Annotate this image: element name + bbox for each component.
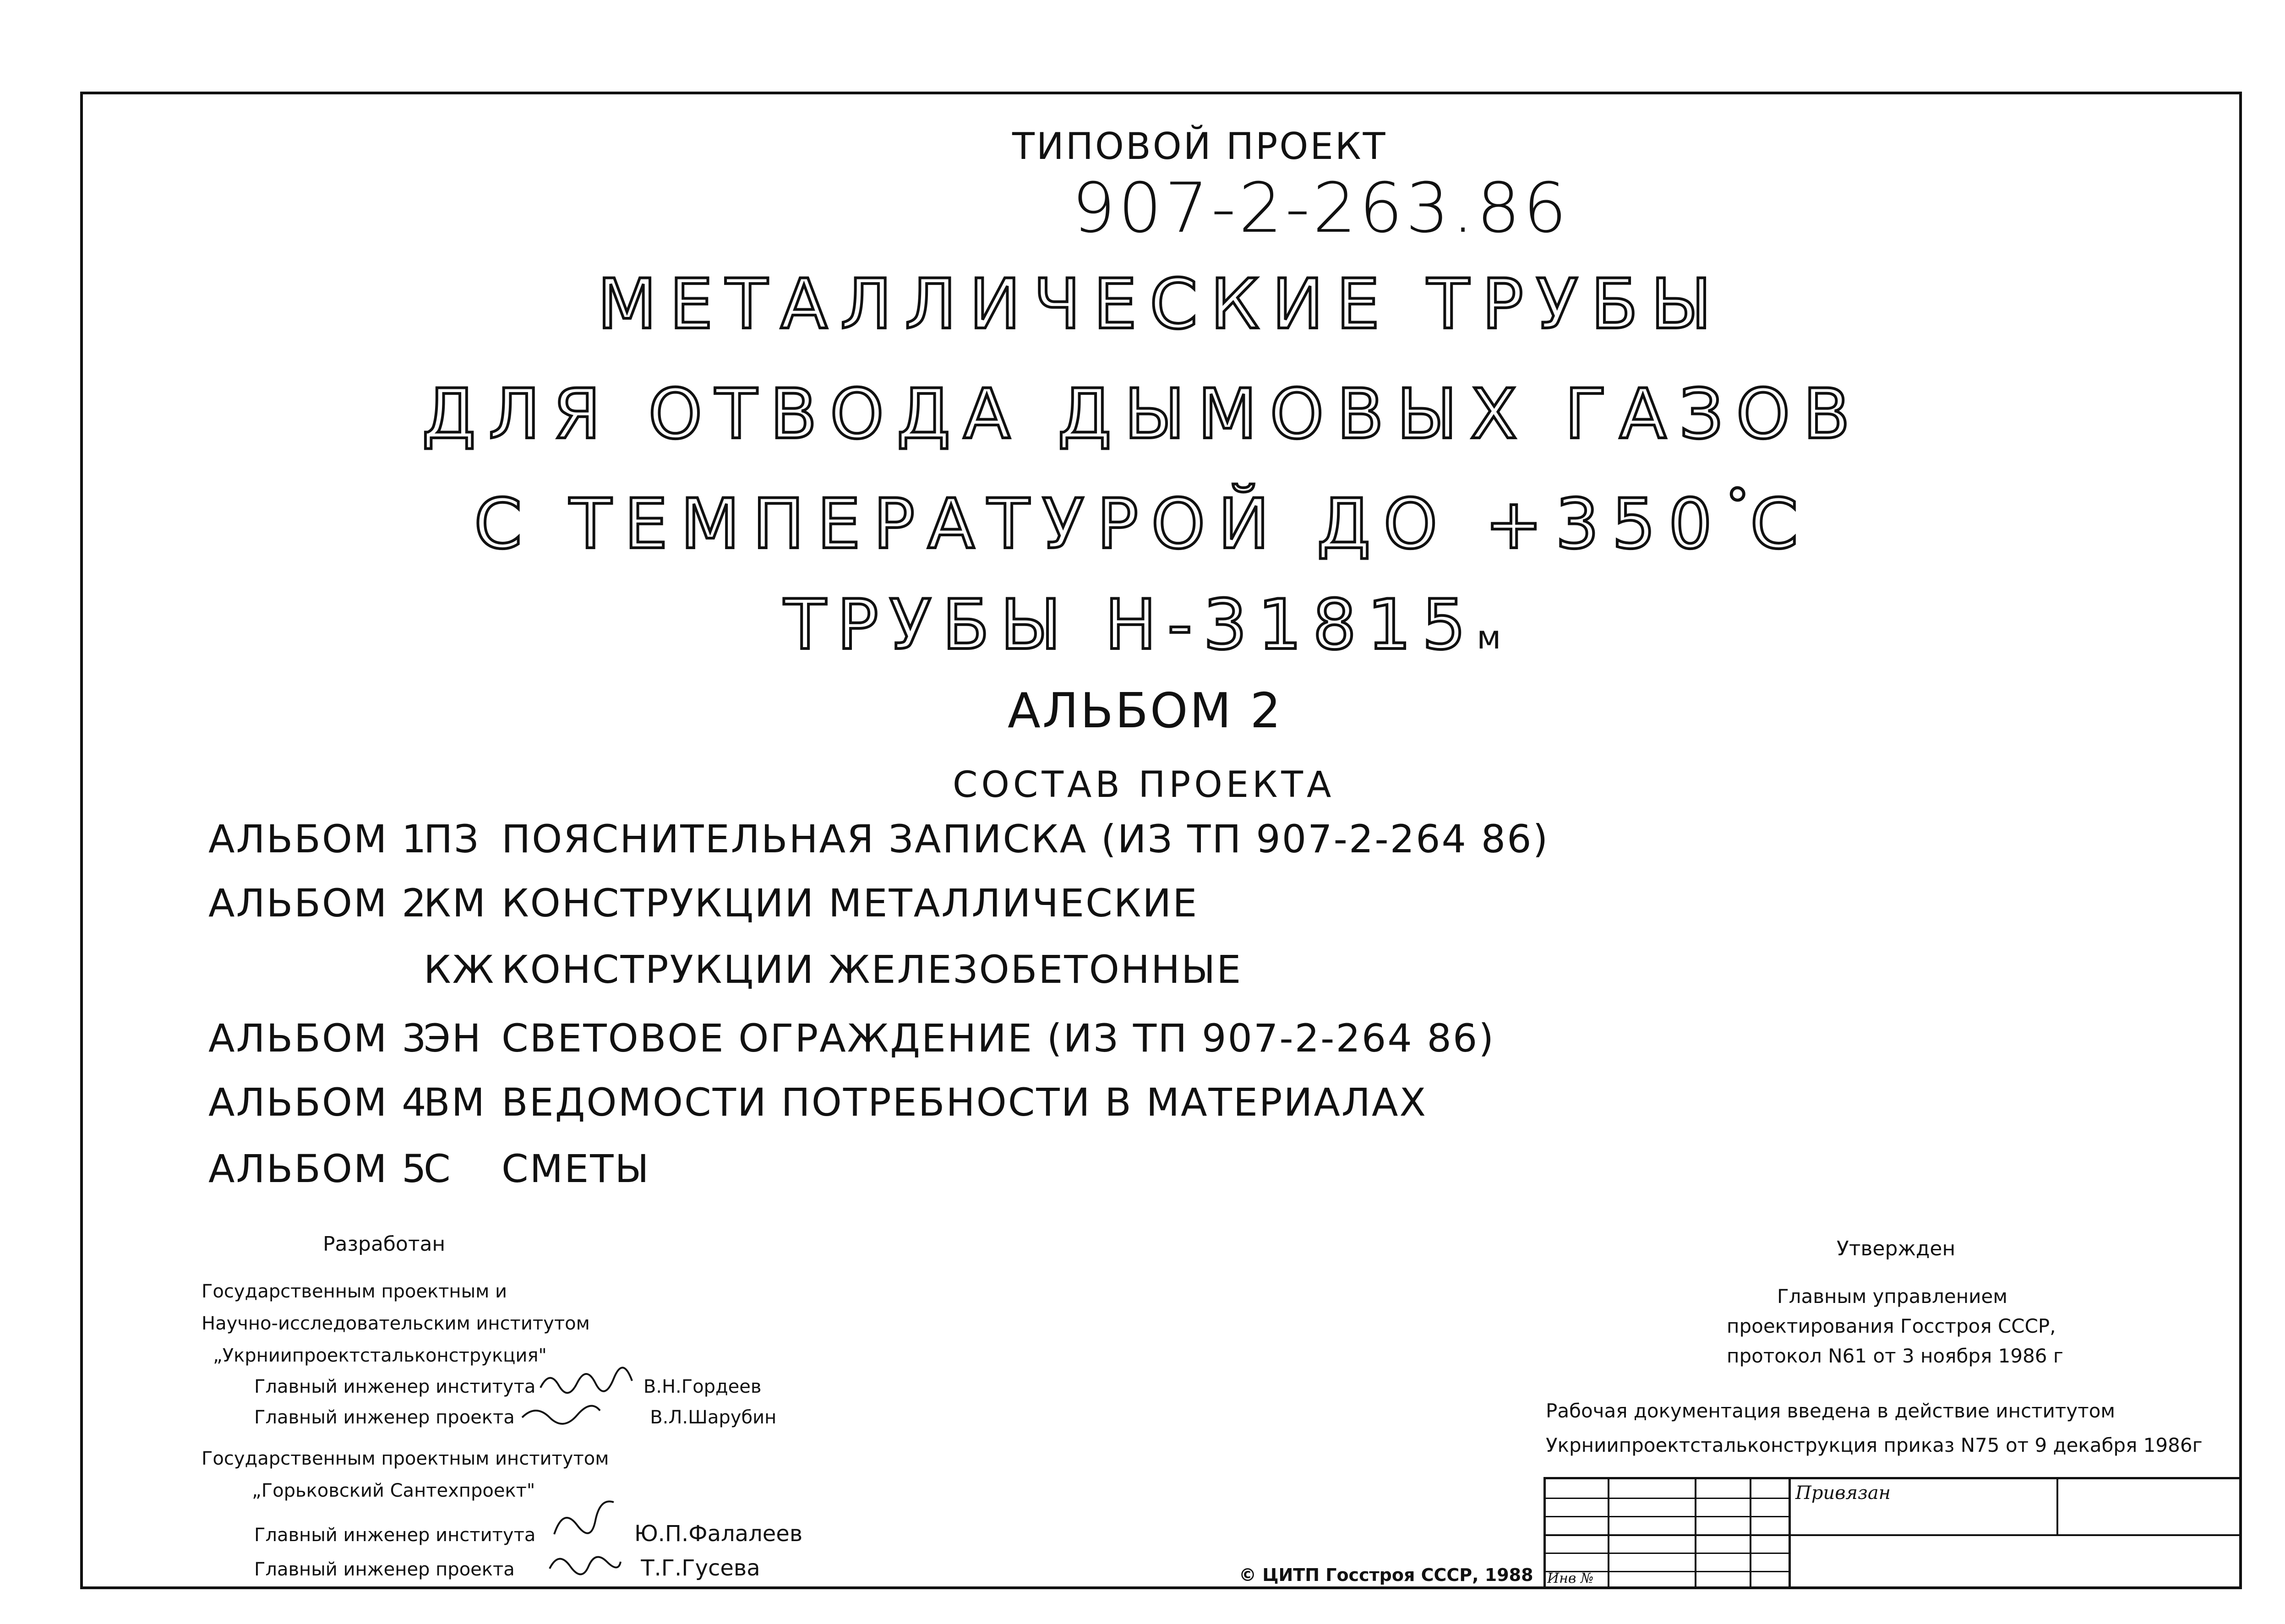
album-code: ЭН [424,1016,482,1061]
album-label: АЛЬБОМ 2 [1008,683,1283,739]
album-description: СМЕТЫ [502,1146,650,1191]
signature [520,1560,635,1579]
composition-row [208,1146,650,1191]
introduced-line2: Укрниипроектстальконструкция приказ N75 от 9 декабря 1986г [1546,1434,2203,1456]
album-number: АЛЬБОМ 1 [208,817,428,861]
album-description: КОНСТРУКЦИИ МЕТАЛЛИЧЕСКИЕ [502,881,1199,926]
person-name: В.Н.Гордеев [643,1376,762,1397]
approved-line3: протокол N61 от 3 ноября 1986 г [1727,1345,2063,1367]
developed-org2-line1: Государственным проектным институтом [202,1448,609,1469]
title-line-4-main: ТРУБЫ Н-31815 [784,585,1477,665]
developed-org1-chief-institute [254,1376,761,1396]
person-name: Ю.П.Фалалеев [634,1521,803,1547]
stamp-row-line [1543,1553,1789,1554]
position-label: Главный инженер института [254,1376,536,1397]
stamp-col-line [1789,1477,1791,1589]
developed-heading: Разработан [323,1232,446,1256]
composition-heading: СОСТАВ ПРОЕКТА [953,764,1335,806]
person-name: Т.Г.Гусева [641,1555,760,1581]
stamp-row-line [1543,1498,1789,1499]
project-number: 907-2-263.86 [1072,169,1570,248]
title-line-3 [0,477,2285,564]
stamp-outer [1543,1477,2242,1589]
title-line-3-unit: С [1750,485,1811,564]
developed-org1-line2: Научно-исследовательским институтом [202,1313,590,1334]
signature [541,1376,638,1396]
stamp-col-line [2056,1477,2058,1534]
position-label: Главный инженер проекта [254,1559,515,1580]
developed-org2-line2: „Горьковский Сантехпроект" [252,1480,535,1501]
title-line-4 [0,585,2285,665]
composition-row [208,1080,1428,1125]
signature [541,1526,628,1544]
typical-project-label: ТИПОВОЙ ПРОЕКТ [1012,125,1387,168]
degree-symbol: ° [1725,477,1751,535]
approved-heading: Утвержден [1837,1237,1956,1260]
stamp-col-line [1695,1477,1696,1589]
developed-org1-line3: „Укрниипроектстальконструкция" [213,1345,547,1366]
stamp-col-line [1750,1477,1751,1589]
developed-org2-chief-project [254,1557,760,1579]
title-line-2: ДЛЯ ОТВОДА ДЫМОВЫХ ГАЗОВ [422,375,1863,454]
album-number: АЛЬБОМ 2 [208,881,428,926]
album-code: КЖ [424,947,496,992]
developed-org1-line1: Государственным проектным и [202,1281,507,1302]
stamp-attached-label: Привязан [1795,1482,1891,1504]
album-number: АЛЬБОМ 5 [208,1146,428,1191]
composition-row [208,817,1549,861]
introduced-line1: Рабочая документация введена в действие институтом [1546,1400,2116,1422]
stamp-col-line [1608,1477,1609,1589]
developed-org2-chief-institute [254,1523,802,1545]
album-description: КОНСТРУКЦИИ ЖЕЛЕЗОБЕТОННЫЕ [502,947,1243,992]
developed-org1-chief-project [254,1408,776,1427]
composition-row [208,881,1199,926]
album-description: ВЕДОМОСТИ ПОТРЕБНОСТИ В МАТЕРИАЛАХ [502,1080,1428,1125]
person-name: В.Л.Шарубин [650,1407,777,1428]
position-label: Главный инженер института [254,1525,536,1546]
album-description: ПОЯСНИТЕЛЬНАЯ ЗАПИСКА (ИЗ ТП 907-2-264 86) [502,817,1549,861]
stamp-inv-label: Инв № [1547,1570,1594,1586]
album-number: АЛЬБОМ 4 [208,1080,428,1125]
composition-row [208,947,1243,992]
copyright: © ЦИТП Госстроя СССР, 1988 [1239,1565,1533,1585]
album-description: СВЕТОВОЕ ОГРАЖДЕНИЕ (ИЗ ТП 907-2-264 86) [502,1016,1495,1061]
album-code: С [424,1146,452,1191]
signature [520,1408,644,1427]
stamp-row-line [1543,1516,1789,1517]
title-line-1: МЕТАЛЛИЧЕСКИЕ ТРУБЫ [597,265,1724,344]
album-code: ВМ [424,1080,486,1125]
stamp-row-line [1543,1534,2242,1536]
album-number: АЛЬБОМ 3 [208,1016,428,1061]
approved-line1: Главным управлением [1777,1285,2008,1308]
title-line-3-main: С ТЕМПЕРАТУРОЙ ДО +350 [474,485,1725,564]
title-line-4-unit: м [1477,619,1501,656]
album-code: ПЗ [424,817,480,861]
album-code: КМ [424,881,487,926]
approved-line2: проектирования Госстроя СССР, [1727,1315,2056,1337]
composition-row [208,1016,1495,1061]
position-label: Главный инженер проекта [254,1407,515,1428]
